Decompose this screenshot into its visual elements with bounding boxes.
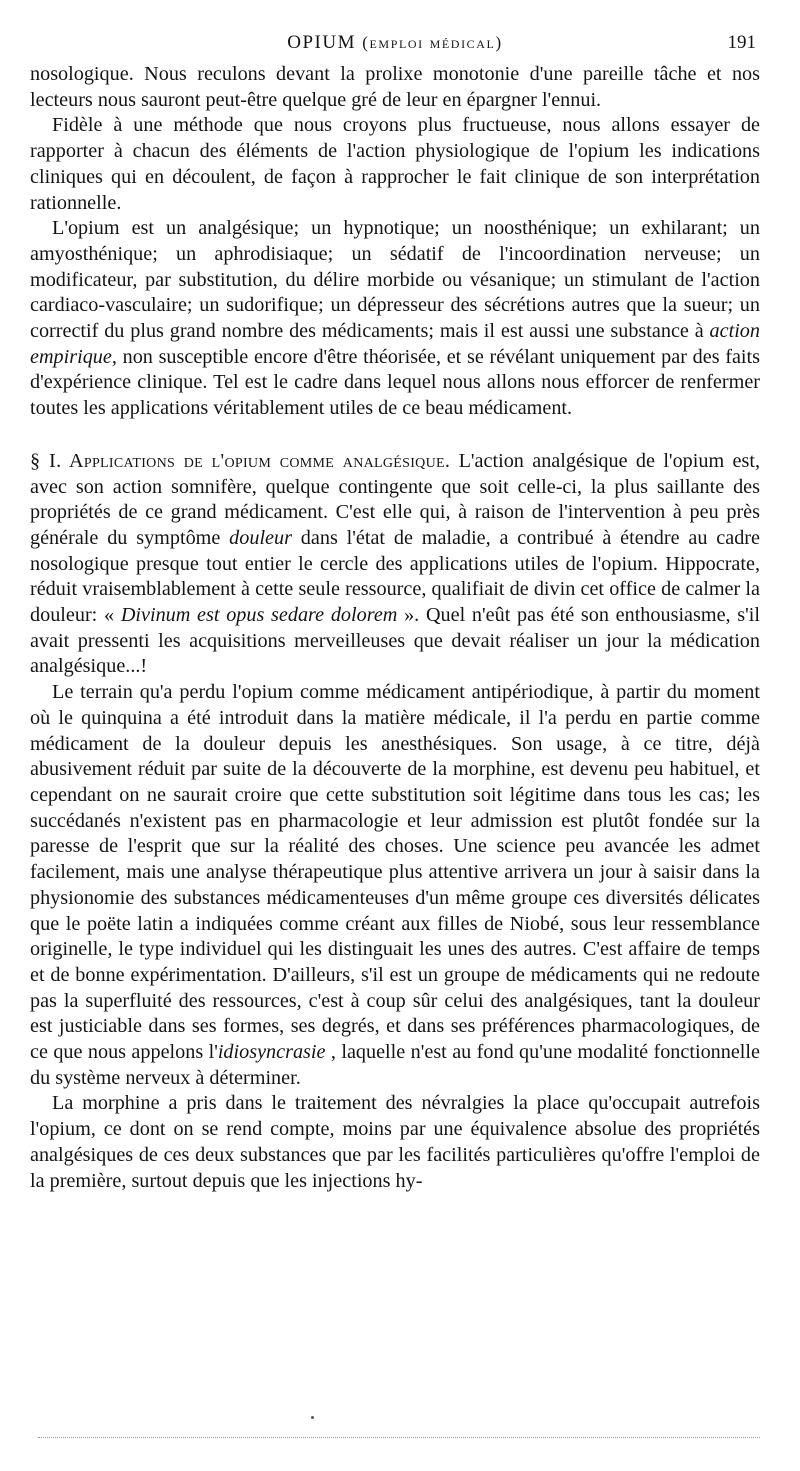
- paragraph-text: L'opium est un analgésique; un hypnotique; un noosthénique; un exhilarant; un amyosthénique; un aphrodisiaque; un sédatif de l'incoordination nerveuse; un modificateur, par substitution, du délire morbide ou vésanique; un stimulant de l'action cardiaco-vasculaire; un sudorifique; un dépresseur des sécrétions autres que la sueur; un correctif du plus grand nombre des médicaments; mais il est aussi une substance à: [30, 217, 760, 343]
- paragraph-text: , laquelle n'est au fond qu'une modalité fonctionnelle du système nerveux à déterminer.: [30, 1041, 760, 1089]
- running-title: [28, 32, 762, 54]
- paragraph-text: Fidèle à une méthode que nous croyons plus fructueuse, nous allons essayer de rapporter à chacun des éléments de l'action physiologique de l'opium les indications cliniques qui en découlent, de façon à rapprocher le fait clinique de son interprétation rationnelle.: [30, 114, 760, 214]
- running-header: [28, 32, 762, 58]
- italic-word: idiosyncrasie: [217, 1041, 326, 1064]
- paragraph-continuation: [30, 62, 760, 113]
- latin-quote: Divinum est opus sedare dolorem: [120, 604, 398, 627]
- italic-word: douleur: [229, 526, 292, 549]
- running-title-main: OPIUM: [287, 32, 356, 53]
- paragraph-method: [30, 113, 760, 216]
- section-analgesic: [30, 449, 760, 680]
- paragraph-text: , non susceptible encore d'être théorisée, et se révélant uniquement par des faits d'expérience clinique. Tel est le cadre dans lequel nous allons nous efforcer de renfermer toutes les applications véritablement utiles de ce beau médicament.: [30, 345, 760, 420]
- paragraph-morphine: [30, 1091, 760, 1194]
- paragraph-terrain: [30, 680, 760, 1091]
- paragraph-text: L'action analgésique de l'opium est, avec son action somnifère, quelque contingente que soit celle-ci, la plus saillante des propriétés de ce grand médicament. C'est elle qui, à raison de l'intervention à peu près générale du symptôme: [30, 449, 760, 549]
- paragraph-text: dans l'état de maladie, a contribué à étendre au cadre nosologique presque tout entier le cercle des applications utiles de l'opium. Hippocrate, réduit vraisemblablement à cette seule ressource, qualifiait de divin cet office de calmer la douleur: «: [30, 526, 760, 627]
- paragraph-text: nosologique. Nous reculons devant la prolixe monotonie d'une pareille tâche et nos lecteurs nous sauront peut-être quelque gré de leur en épargner l'ennui.: [30, 63, 760, 111]
- italic-phrase: action empirique: [30, 320, 760, 368]
- page-number: 191: [727, 32, 756, 53]
- body-text: [30, 62, 760, 1194]
- paragraph-text: Le terrain qu'a perdu l'opium comme médicament antipériodique, à partir du moment où le quinquina a été introduit dans la matière médicale, il l'a perdu en partie comme médicament de la douleur depuis les anesthésiques. Son usage, à ce titre, déjà abusivement réduit par suite de la découverte de la morphine, est devenu peu habituel, et cependant on ne saurait croire que cette substitution soit légitime dans tous les cas; les succédanés n'existent pas en pharmacologie et leur admission est plutôt fondée sur la paresse de l'esprit que sur la réalité des choses. Une science peu avancée les admet facilement, mais une analyse thérapeutique plus attentive arrivera un jour à saisir dans la physionomie des substances médicamenteuses d'un même groupe ces diversités délicates que le poëte latin a indiquées comme créant aux filles de Niobé, sous leur ressemblance originelle, le type individuel qui les distinguait les unes des autres. C'est affaire de temps et de bonne expérimentation. D'ailleurs, s'il est un groupe de médicaments qui ne redoute pas la superfluité des ressources, c'est à coup sûr celui des analgésiques, tant la douleur est justiciable dans ses formes, ses degrés, et dans ses préférences pharmacologiques, de ce que nous appelons l': [30, 681, 760, 1064]
- footer-rule: [38, 1437, 760, 1438]
- paragraph-text: La morphine a pris dans le traitement des névralgies la place qu'occupait autrefois l'opium, ce dont on se rend compte, moins par une équivalence absolue des propriétés analgésiques de ces deux substances que par les facilités particulières qu'offre l'emploi de la première, surtout depuis que les injections hy-: [30, 1092, 760, 1192]
- paragraph-opium-properties: [30, 216, 760, 422]
- section-heading: § I. Applications de l'opium comme analgésique.: [30, 449, 451, 472]
- running-title-sub: (emploi médical): [362, 33, 503, 52]
- paragraph-text: ». Quel n'eût pas été son enthousiasme, s'il avait pressenti les acquisitions merveilleuses que devait réaliser un jour la médication analgésique...!: [30, 604, 761, 678]
- footer-mark: [311, 1416, 314, 1419]
